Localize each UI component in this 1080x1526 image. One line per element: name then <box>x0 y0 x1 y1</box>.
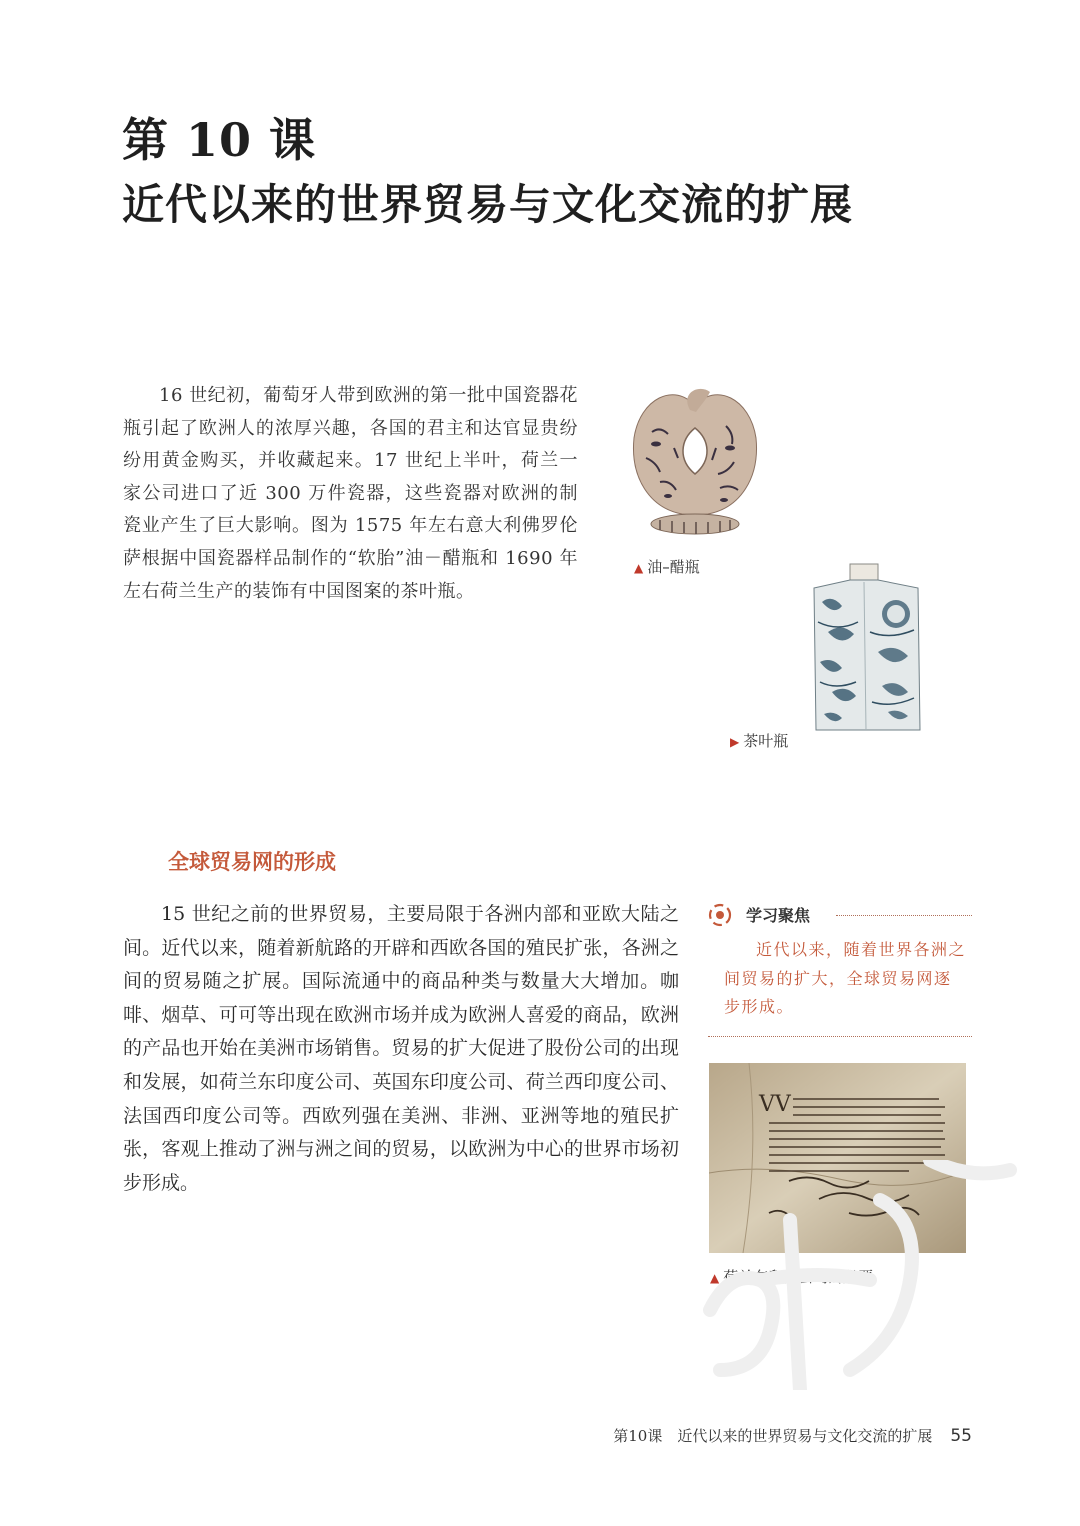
learning-focus-header <box>708 900 972 930</box>
learning-focus-box <box>708 900 972 1037</box>
caption-triangle-icon: ▲ <box>634 561 644 575</box>
tea-bottle-image <box>808 562 928 738</box>
watermark-decoration <box>690 1160 1020 1390</box>
page-number: 55 <box>950 1426 972 1446</box>
lesson-number: 第 10 课 <box>122 113 317 167</box>
caption-triangle-icon: ▲ <box>710 1271 720 1285</box>
running-title: 第10课 近代以来的世界贸易与文化交流的扩展 <box>613 1427 933 1445</box>
stock-caption-text: 荷兰东印度公司的股票 <box>723 1268 874 1286</box>
tea-caption-text: 茶叶瓶 <box>743 732 789 750</box>
page-footer <box>613 1425 972 1446</box>
section-body <box>123 898 679 1200</box>
intro-text <box>123 380 578 608</box>
oil-vinegar-bottle-image <box>630 378 760 546</box>
svg-text:VV: VV <box>759 1092 791 1117</box>
section-heading: 全球贸易网的形成 <box>168 850 336 874</box>
lesson-title: 近代以来的世界贸易与文化交流的扩展 <box>122 180 854 229</box>
learning-focus-title: 学习聚焦 <box>746 906 811 925</box>
tea-caption <box>730 730 788 751</box>
vase-caption <box>634 556 700 577</box>
section-paragraph: 15 世纪之前的世界贸易，主要局限于各洲内部和亚欧大陆之间。近代以来，随着新航路的开辟和西欧各国的殖民扩张，各洲之间的贸易随之扩展。国际流通中的商品种类与数量大大增加。咖啡、烟草、可可等出现在欧洲市场并成为欧洲人喜爱的商品，欧洲的产品也开始在美洲市场销售。贸易的扩大促进了股份公司的出现和发展，如荷兰东印度公司、英国东印度公司、荷兰西印度公司、法国西印度公司等。西欧列强在美洲、非洲、亚洲等地的殖民扩张，客观上推动了洲与洲之间的贸易，以欧洲为中心的世界市场初步形成。 <box>123 903 679 1194</box>
focus-target-icon <box>708 903 732 927</box>
intro-paragraph: 16 世纪初，葡萄牙人带到欧洲的第一批中国瓷器花瓶引起了欧洲人的浓厚兴趣，各国的君主和达官显贵纷纷用黄金购买，并收藏起来。17 世纪上半叶，荷兰一家公司进口了近 300 万件瓷器，这些瓷器对欧洲的制瓷业产生了巨大影响。图为 1575 年左右意大利佛罗伦萨根据中国瓷器样品制作的“软胎”油－醋瓶和 1690 年左右荷兰生产的装饰有中国图案的茶叶瓶。 <box>123 385 578 602</box>
vase-caption-text: 油–醋瓶 <box>647 558 700 576</box>
learning-focus-text: 近代以来，随着世界各洲之间贸易的扩大，全球贸易网逐步形成。 <box>708 936 972 1037</box>
focus-dotted-rule <box>836 915 972 916</box>
caption-triangle-icon: ▶ <box>730 735 740 749</box>
